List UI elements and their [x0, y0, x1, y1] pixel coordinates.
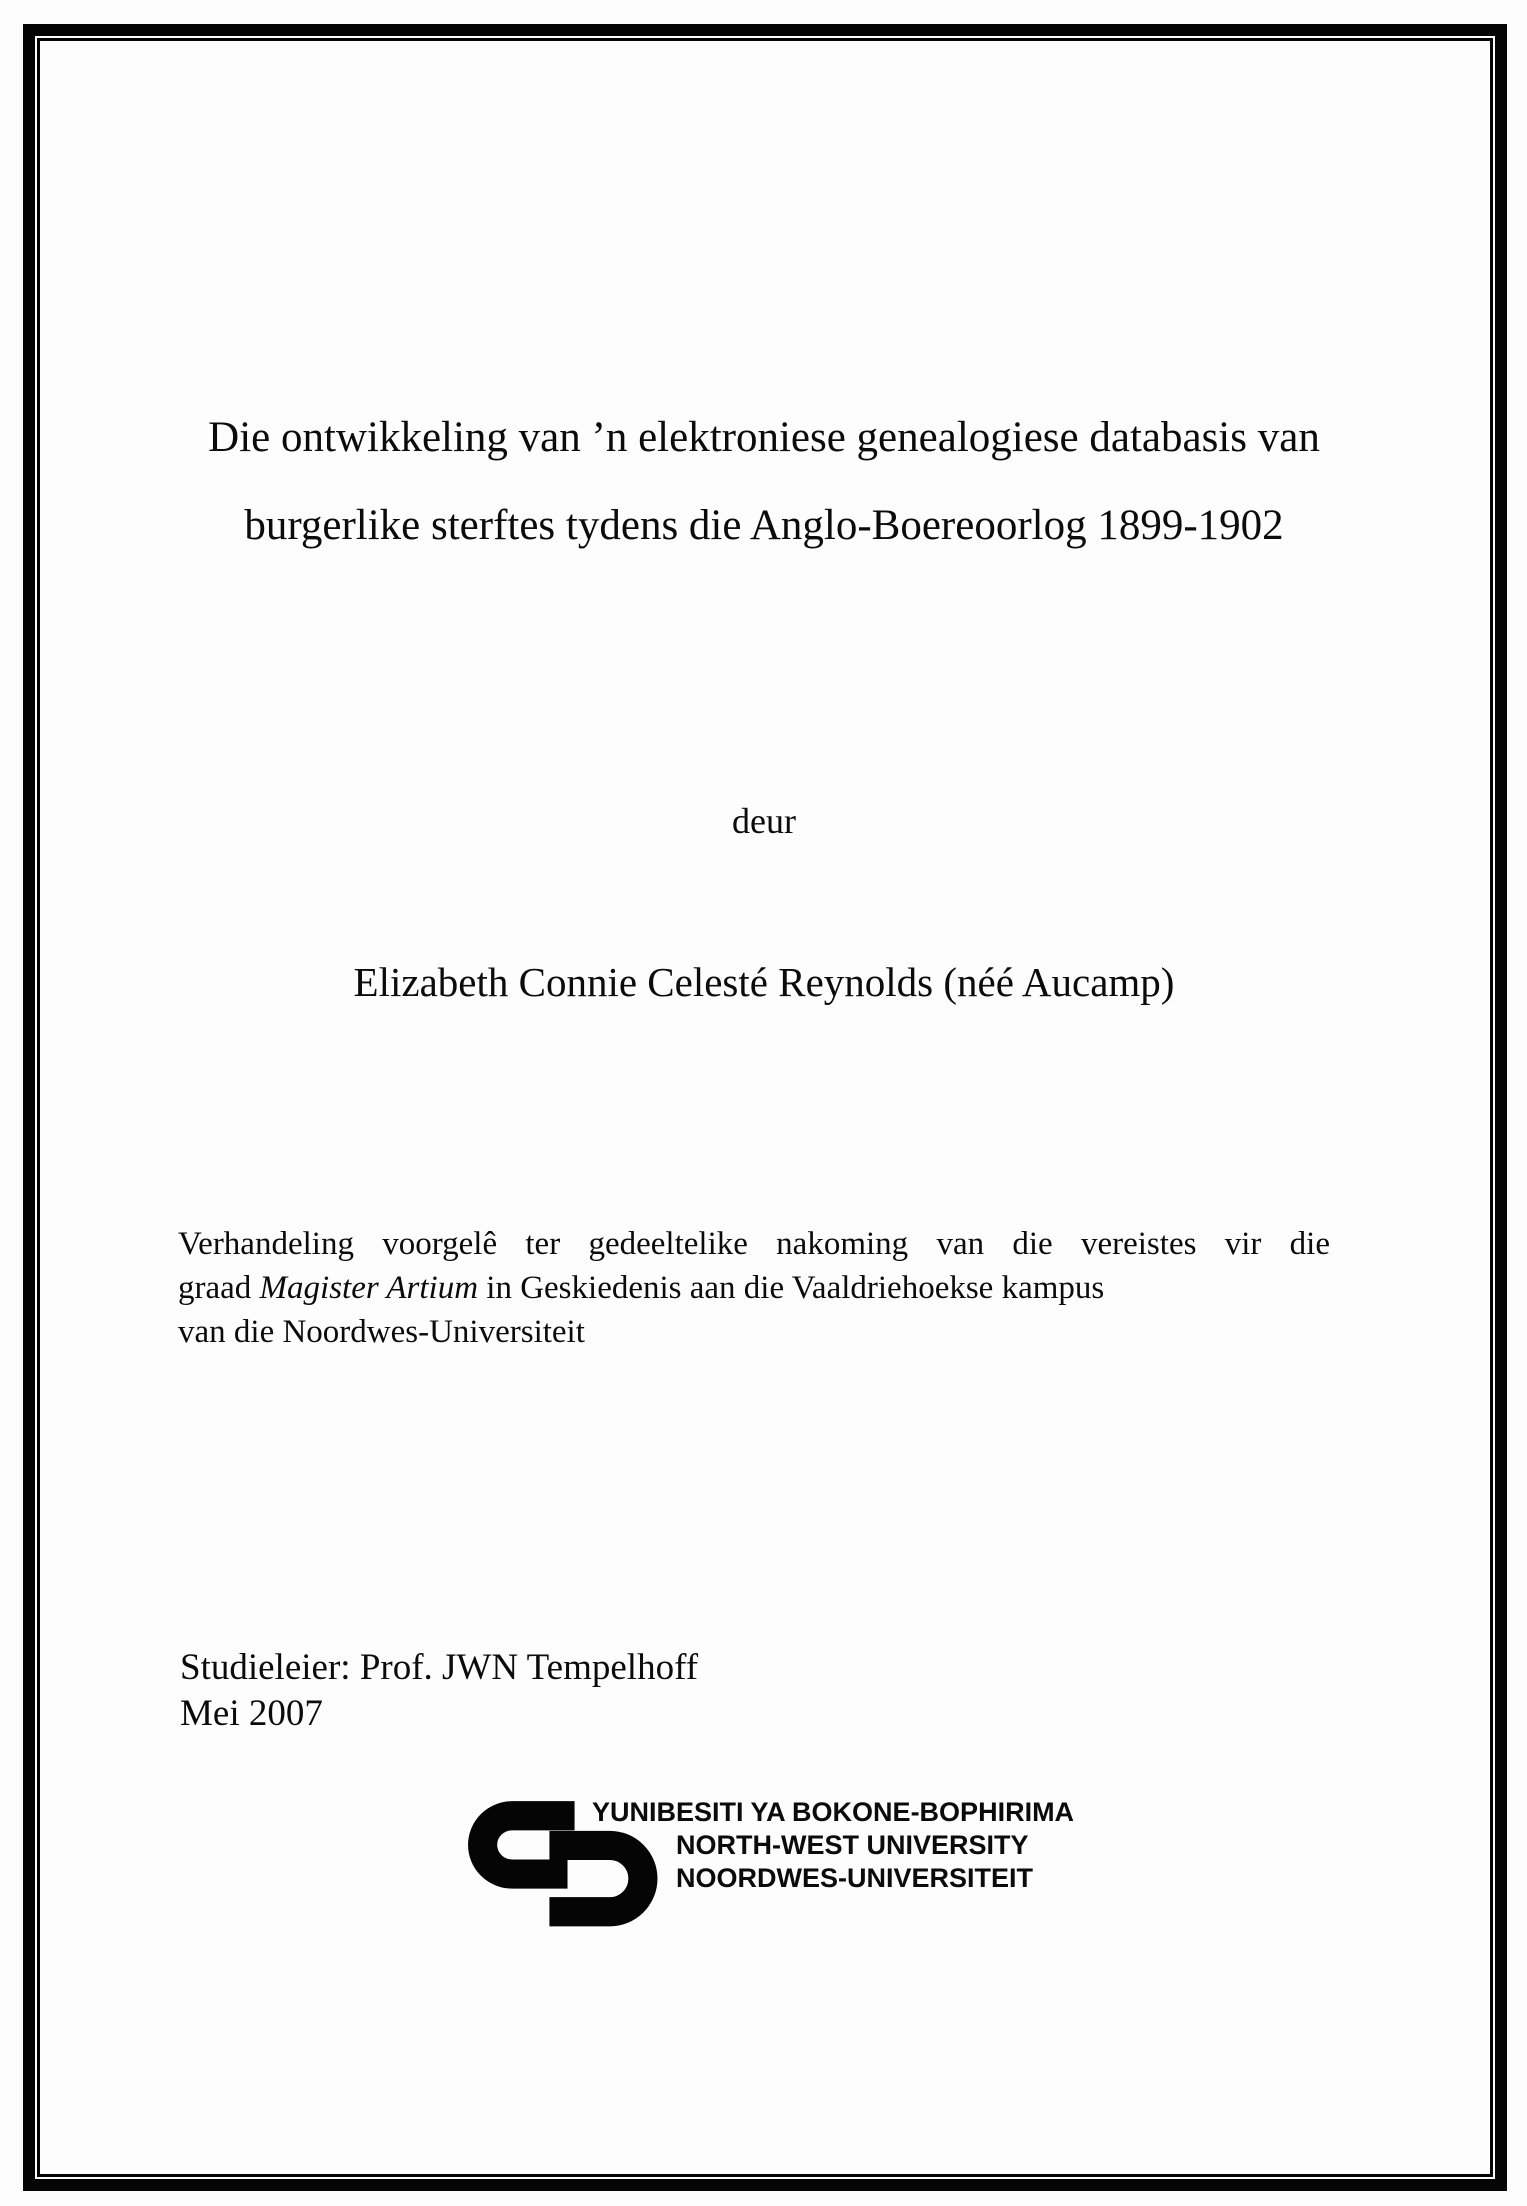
supervisor-line: Studieleier: Prof. JWN Tempelhoff	[180, 1647, 699, 1688]
degree-statement-line-1: Verhandeling voorgelê ter gedeeltelike nakoming van die vereistes vir die	[178, 1226, 1330, 1262]
degree-statement-line-2	[178, 1266, 1330, 1310]
university-logo	[464, 1794, 1124, 1944]
logo-text-afrikaans: NOORDWES-UNIVERSITEIT	[676, 1863, 1034, 1893]
degree-statement-line-2-prefix: graad	[178, 1270, 260, 1306]
date-line: Mei 2007	[180, 1693, 323, 1734]
author-name: Elizabeth Connie Celesté Reynolds (néé Aucamp)	[353, 959, 1175, 1005]
degree-statement	[178, 1222, 1330, 1354]
degree-statement-line-3: van die Noordwes-Universiteit	[178, 1314, 585, 1350]
thesis-title	[184, 394, 1344, 570]
university-logo-text	[592, 1796, 1075, 1895]
thesis-title-line-2: burgerlike sterftes tydens die Anglo-Boereoorlog 1899-1902	[244, 502, 1284, 549]
degree-name-italic: Magister Artium	[259, 1270, 479, 1306]
degree-statement-line-2-suffix: in Geskiedenis aan die Vaaldriehoekse kampus	[478, 1270, 1105, 1306]
byline-label: deur	[732, 801, 796, 841]
logo-text-english: NORTH-WEST UNIVERSITY	[676, 1830, 1029, 1860]
thesis-title-line-1: Die ontwikkeling van ’n elektroniese genealogiese databasis van	[208, 414, 1320, 461]
supervisor-block	[180, 1645, 698, 1737]
logo-text-setswana: YUNIBESITI YA BOKONE-BOPHIRIMA	[592, 1797, 1075, 1827]
